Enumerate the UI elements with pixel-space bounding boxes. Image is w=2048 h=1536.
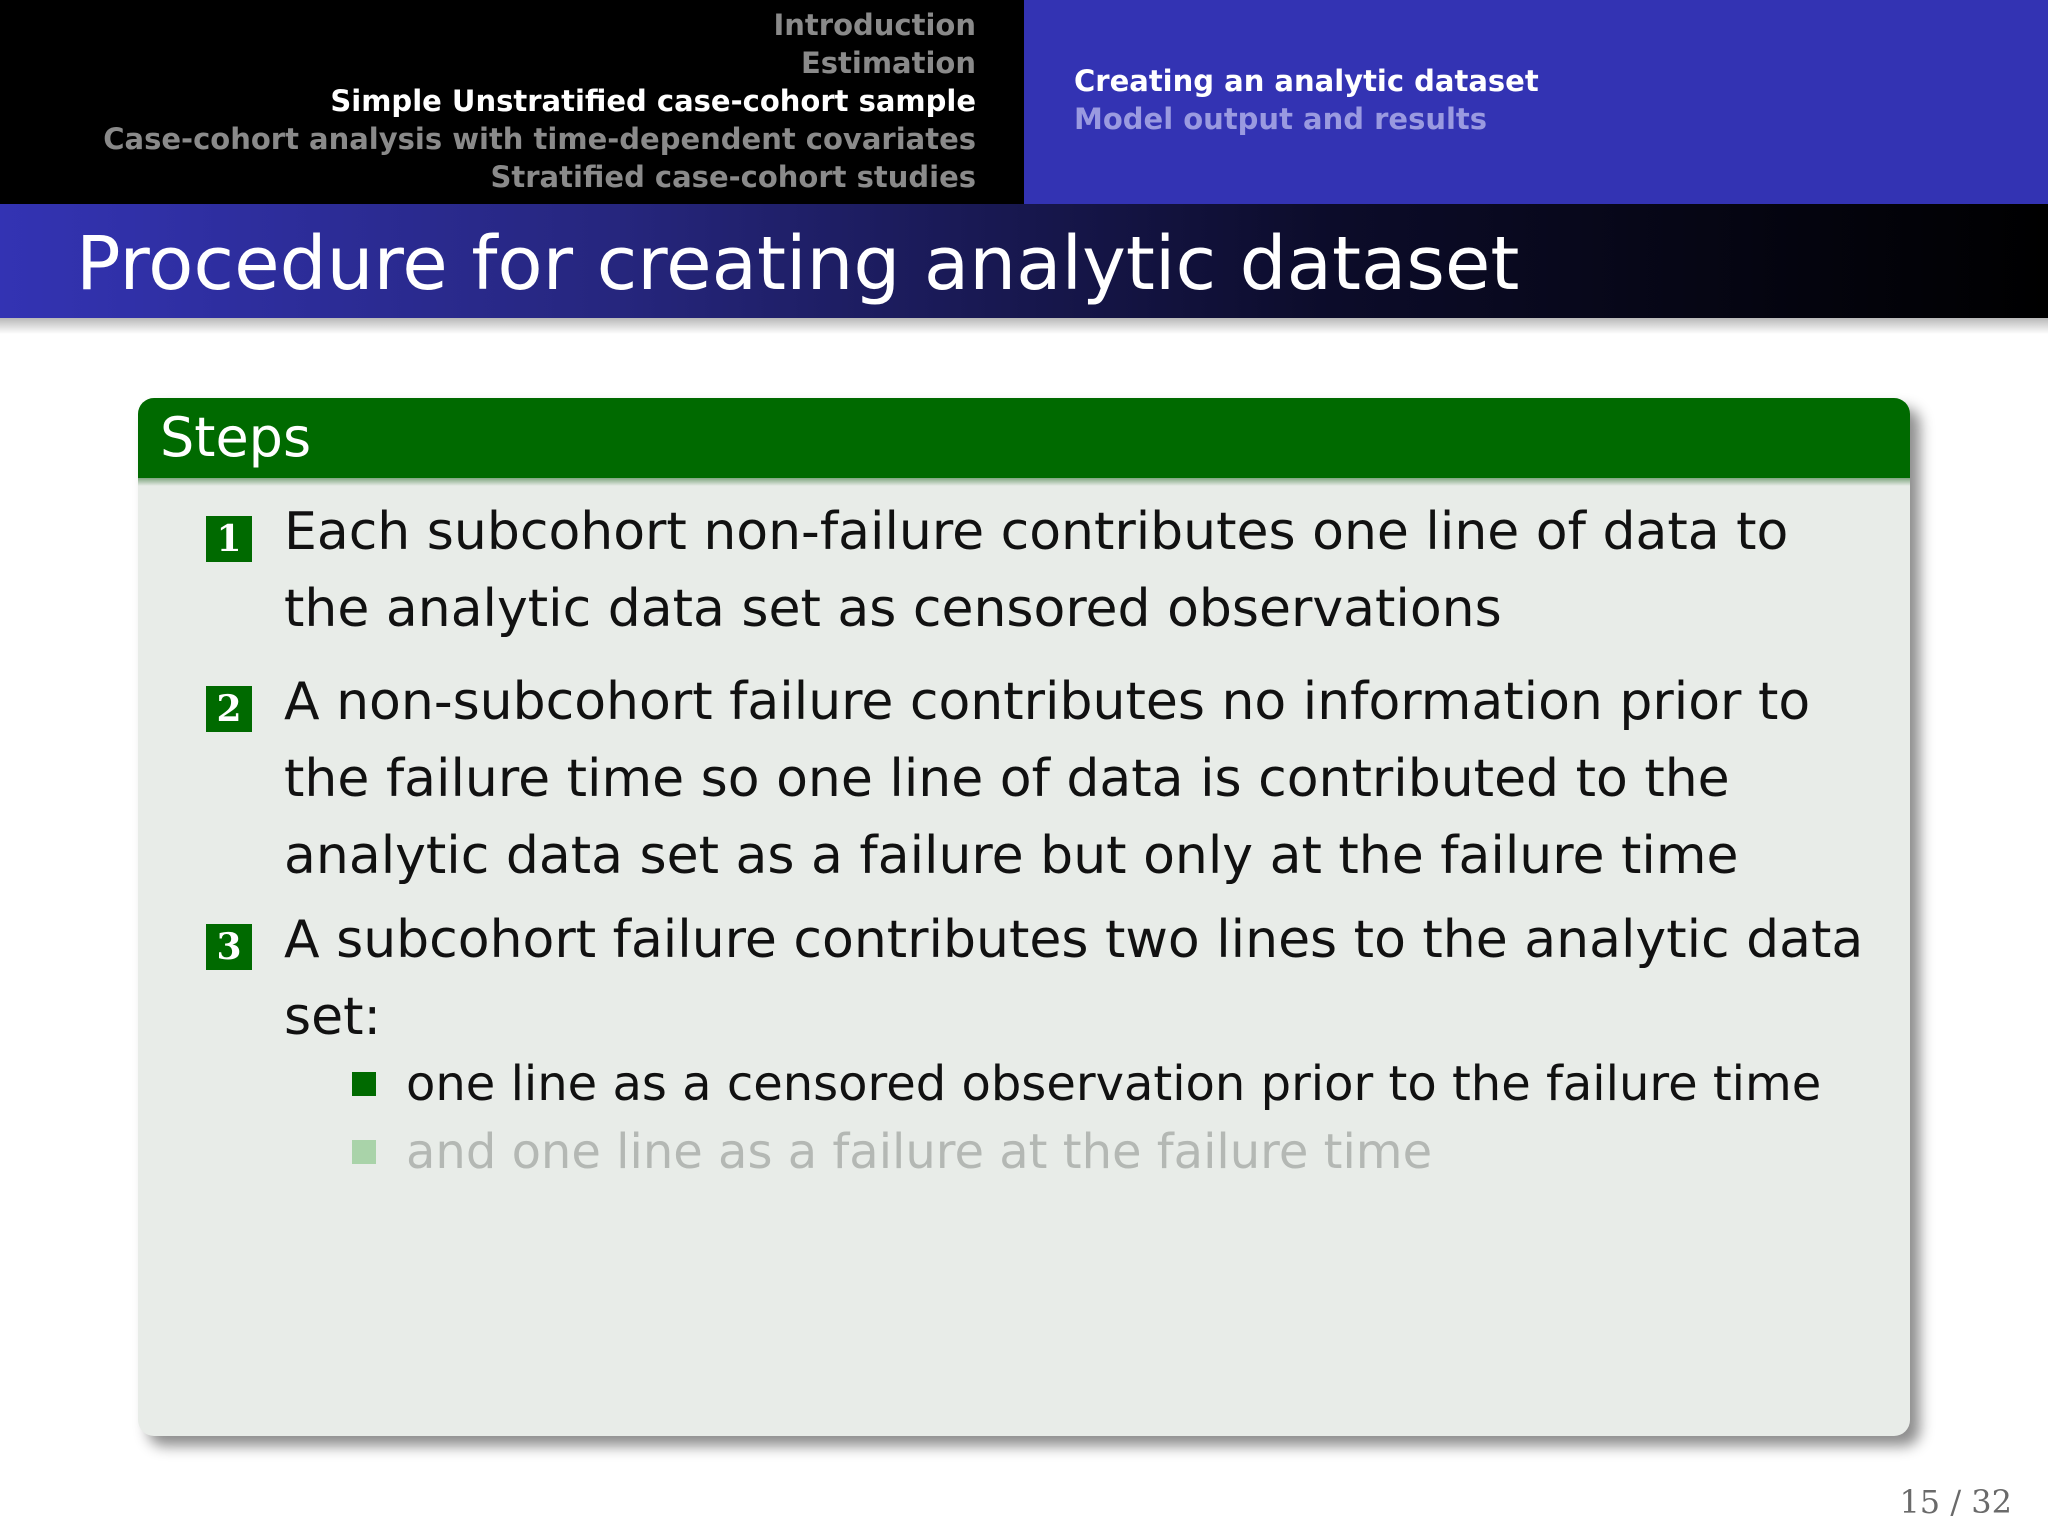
sub-item-text: and one line as a failure at the failure time xyxy=(406,1124,1433,1180)
page-number: 15 / 32 xyxy=(1899,1483,2012,1521)
step-number-badge: 3 xyxy=(206,924,252,970)
nav-section-estimation[interactable]: Estimation xyxy=(800,46,976,80)
subsection-list xyxy=(1074,62,1539,138)
square-bullet-icon xyxy=(352,1072,376,1096)
nav-section-simple-unstratified[interactable]: Simple Unstratified case-cohort sample xyxy=(330,84,976,118)
step-number-badge: 2 xyxy=(206,686,252,732)
nav-section-time-dependent-covariates[interactable]: Case-cohort analysis with time-dependent covariates xyxy=(103,122,976,156)
nav-subsection-creating-dataset[interactable]: Creating an analytic dataset xyxy=(1074,64,1539,98)
step-text: A subcohort failure contributes two lines to the analytic data set: xyxy=(284,910,1864,1047)
step-text: A non-subcohort failure contributes no information prior to the failure time so one line of data is contributed to the analytic data set as a failure but only at the failure time xyxy=(284,672,1811,886)
nav-subsection-model-output[interactable]: Model output and results xyxy=(1074,102,1488,136)
subsection-navigation xyxy=(1024,0,2048,204)
section-list xyxy=(103,6,976,196)
block-title: Steps xyxy=(160,406,312,469)
step-number-badge: 1 xyxy=(206,516,252,562)
nav-section-stratified-studies[interactable]: Stratified case-cohort studies xyxy=(490,160,976,194)
steps-block xyxy=(138,398,1910,1436)
square-bullet-icon xyxy=(352,1140,376,1164)
frame-title: Procedure for creating analytic dataset xyxy=(76,221,1520,307)
sub-item-text: one line as a censored observation prior to the failure time xyxy=(406,1056,1822,1112)
frame-title-shadow xyxy=(0,318,2048,334)
block-title-bar xyxy=(138,398,1910,478)
step-text: Each subcohort non-failure contributes one line of data to the analytic data set as censored observations xyxy=(284,502,1789,639)
nav-section-introduction[interactable]: Introduction xyxy=(773,8,976,42)
block-title-shadow xyxy=(138,478,1910,486)
section-navigation xyxy=(0,0,1024,204)
